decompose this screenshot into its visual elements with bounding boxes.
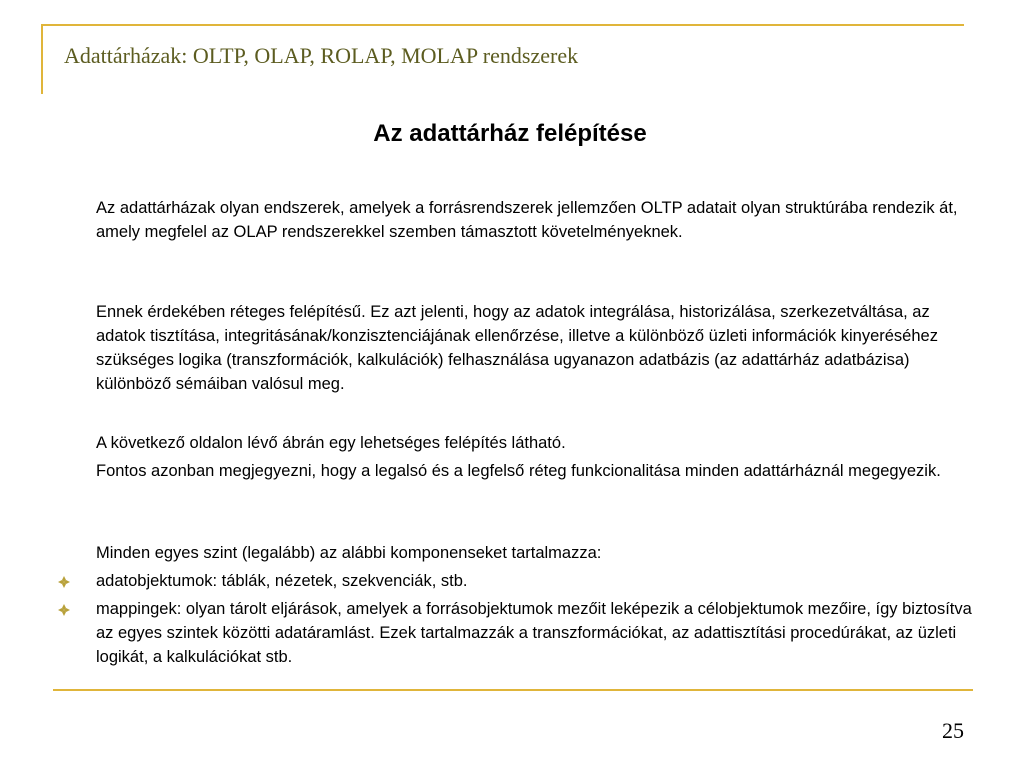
- diamond-bullet-icon: [58, 604, 70, 616]
- bullet-text: mappingek: olyan tárolt eljárások, amelyek a forrásobjektumok mezőit leképezik a célobjektumok mezőire, így biztosítva az egyes szintek közötti adatáramlást. Ezek tartalmazzák a transzformációkat, az adattisztítási procedúrákat, az üzleti logikát, a kalkulációkat stb.: [96, 600, 972, 666]
- paragraph-components-intro: Minden egyes szint (legalább) az alábbi komponenseket tartalmazza:: [96, 544, 602, 562]
- diamond-bullet-icon: [58, 576, 70, 588]
- paragraph-layer-functionality: Fontos azonban megjegyezni, hogy a legalsó és a legfelső réteg funkcionalitása minden adattárháznál megegyezik.: [96, 462, 941, 480]
- paragraph-intro: Az adattárházak olyan endszerek, amelyek a forrásrendszerek jellemzően OLTP adatait olyan struktúrába rendezik át, amely megfelel az OLAP rendszerekkel szemben támasztott követelményeknek.: [96, 199, 958, 241]
- slide-header-title: Adattárházak: OLTP, OLAP, ROLAP, MOLAP rendszerek: [64, 43, 579, 68]
- paragraph-next-page-figure: A következő oldalon lévő ábrán egy lehetséges felépítés látható.: [96, 434, 566, 452]
- header-bracket-vertical: [41, 24, 43, 94]
- section-title: Az adattárház felépítése: [373, 120, 647, 147]
- paragraph-layered-structure: Ennek érdekében réteges felépítésű. Ez azt jelenti, hogy az adatok integrálása, historizálása, szerkezetváltása, az adatok tisztítása, integritásának/konzisztenciájának ellenőrzése, illetve a különböző üzleti információk kinyeréséhez szükséges logika (transzformációk, kalkulációk) felhasználása ugyanazon adatbázis (az adattárház adatbázisa) különböző sémáiban valósul meg.: [96, 303, 938, 393]
- bullet-text: adatobjektumok: táblák, nézetek, szekvenciák, stb.: [96, 572, 468, 590]
- page-number: 25: [942, 718, 964, 743]
- footer-divider: [53, 689, 973, 691]
- header-bracket-horizontal: [41, 24, 964, 26]
